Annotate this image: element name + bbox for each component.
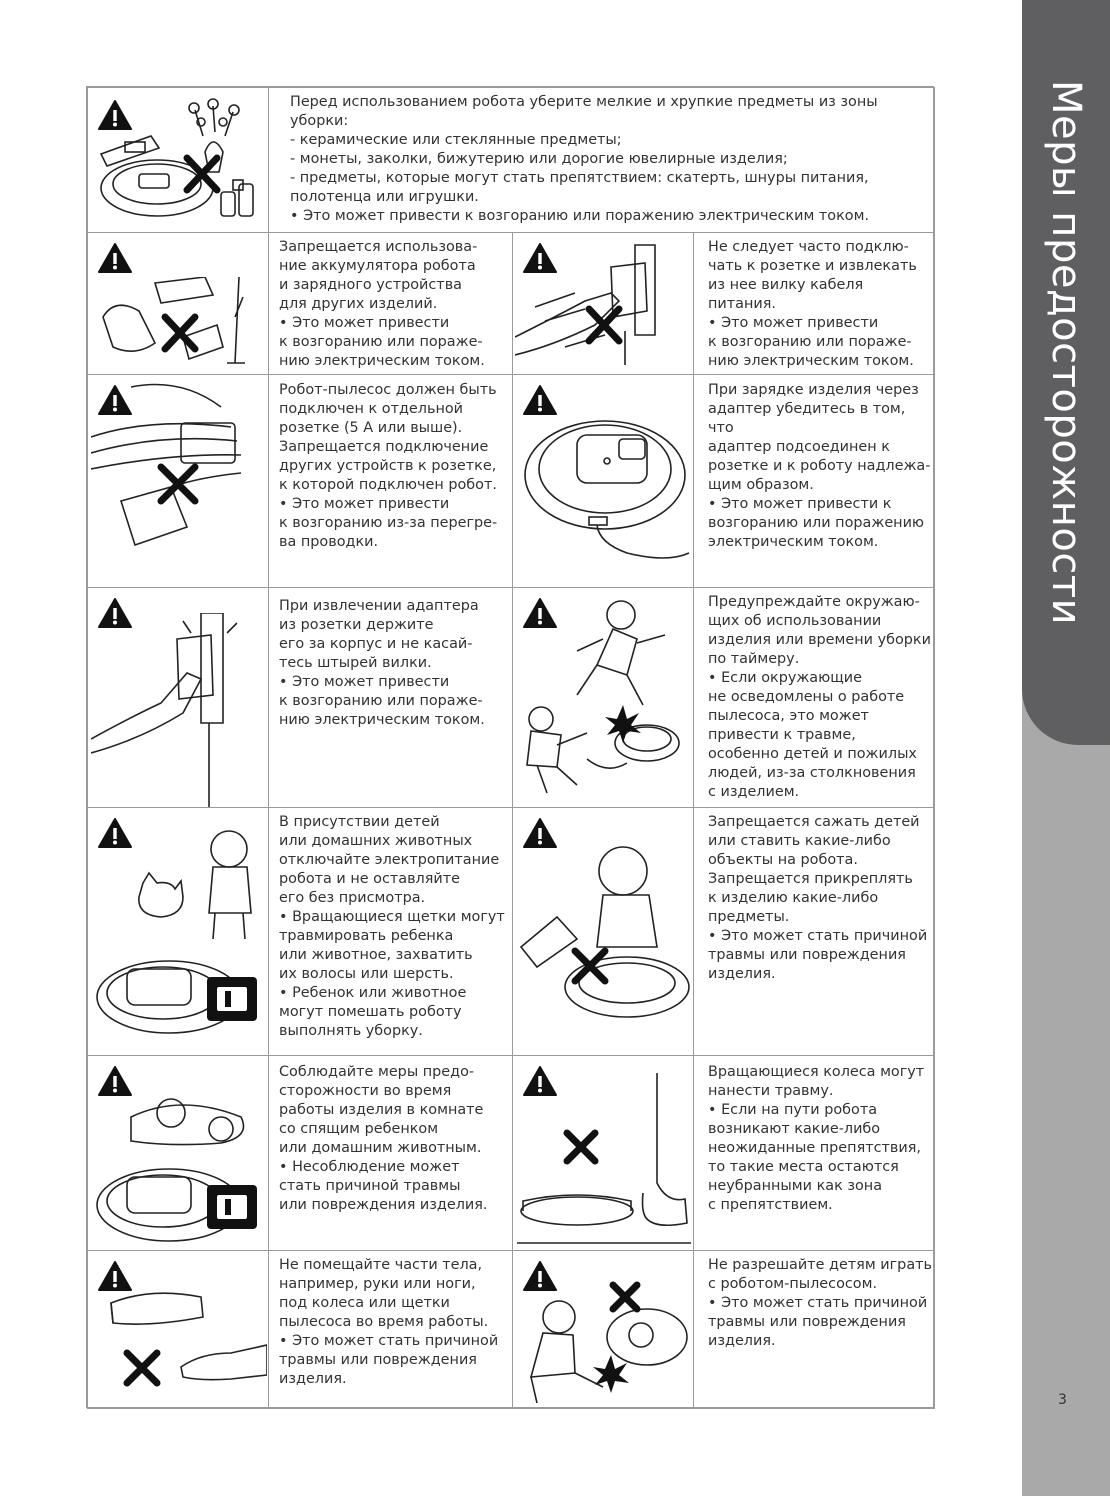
child-pet-robot-illustration	[91, 817, 267, 1051]
sleeping-child-illustration	[91, 1087, 267, 1247]
prohibited-x-icon	[187, 158, 217, 190]
robot-and-fragile-items-illustration	[95, 92, 263, 226]
cell-text: Предупреждайте окружаю- щих об использовании изделия или времени уборки по таймеру. • Если окружающие не осведомлены о работе пылесоса, это может привести к травме, особенно детей и пожилых людей, из-за столкновения с изделием.	[708, 594, 931, 800]
prohibited-x-icon	[161, 467, 195, 501]
cell-text: Запрещается использова- ние аккумулятора робота и зарядного устройства для других изделий. • Это может привести к возгоранию или пораже- нию электрическим током.	[279, 239, 485, 369]
battery-and-charger-illustration	[95, 277, 263, 369]
cell-text: В присутствии детей или домашних животных отключайте электропитание робота и не оставляйте его без присмотра. • Вращающиеся щетки могут травмировать ребенка или животное, захватить их волосы или шерсть. • Ребенок или животное могут помешать роботу выполнять уборку.	[279, 814, 505, 1039]
overloaded-outlet-illustration	[91, 377, 267, 557]
power-switch-icon	[207, 977, 257, 1021]
warning-triangle-icon	[97, 242, 133, 274]
cell-text: Не помещайте части тела, например, руки или ноги, под колеса или щетки пылесоса во время работы. • Это может стать причиной травмы или повреждения изделия.	[279, 1257, 499, 1387]
prohibited-x-icon	[165, 317, 195, 349]
cell-text: Перед использованием робота уберите мелкие и хрупкие предметы из зоны уборки: - керамические или стеклянные предметы; - монеты, заколки, бижутерию или дорогие ювелирные изделия; - предметы, которые могут стать препятствием: скатерть, шнуры питания, полотенца или игрушки. • Это может привести к возгоранию или поражению электрическим током.	[290, 94, 878, 224]
child-playing-robot-illustration	[517, 1277, 691, 1405]
prohibited-x-icon	[613, 1285, 637, 1309]
child-on-robot-illustration	[517, 827, 691, 1047]
page-number: 3	[1058, 1392, 1067, 1408]
hand-under-robot-illustration	[91, 1283, 267, 1405]
cell-text: Не разрешайте детям играть с роботом-пылесосом. • Это может стать причиной травмы или повреждения изделия.	[708, 1257, 932, 1349]
power-switch-icon	[207, 1185, 257, 1229]
section-title: Меры предосторожности	[1043, 80, 1089, 626]
cell-text: Соблюдайте меры предо- сторожности во время работы изделия в комнате со спящим ребенком или домашним животным. • Несоблюдение может стать причиной травмы или повреждения изделия.	[279, 1064, 488, 1213]
cell-text: Вращающиеся колеса могут нанести травму. • Если на пути робота возникают какие-либо неожиданные препятствия, то такие места остаются неубранными как зона с препятствием.	[708, 1064, 925, 1213]
cell-text: При зарядке изделия через адаптер убедитесь в том, что адаптер подсоединен к розетке и к роботу надлежа- щим образом. • Это может привести к возгоранию или поражению электрическим током.	[708, 382, 931, 550]
cell-text: При извлечении адаптера из розетки держите его за корпус и не касай- тесь штырей вилки. • Это может привести к возгоранию или пораже- нию электрическим током.	[279, 598, 485, 728]
remove-adapter-illustration	[91, 613, 267, 807]
safety-table	[86, 86, 934, 1408]
cell-text: Запрещается сажать детей или ставить какие-либо объекты на робота. Запрещается прикреплять к изделию какие-либо предметы. • Это может стать причиной травмы или повреждения изделия.	[708, 814, 928, 982]
wheel-injury-illustration	[517, 1073, 691, 1249]
people-tripping-illustration	[517, 595, 691, 803]
prohibited-x-icon	[567, 1133, 595, 1161]
warning-triangle-icon	[522, 384, 558, 416]
plug-in-adapter-illustration	[515, 237, 691, 371]
robot-charging-illustration	[517, 413, 691, 573]
cell-text: Робот-пылесос должен быть подключен к отдельной розетке (5 А или выше). Запрещается подключение других устройств к розетке, к которой подключен робот. • Это может привести к возгоранию из-за перегре- ва проводки.	[279, 382, 498, 550]
prohibited-x-icon	[127, 1353, 157, 1383]
cell-text: Не следует часто подклю- чать к розетке и извлекать из нее вилку кабеля питания. • Это может привести к возгоранию или пораже- нию электрическим током.	[708, 239, 917, 369]
